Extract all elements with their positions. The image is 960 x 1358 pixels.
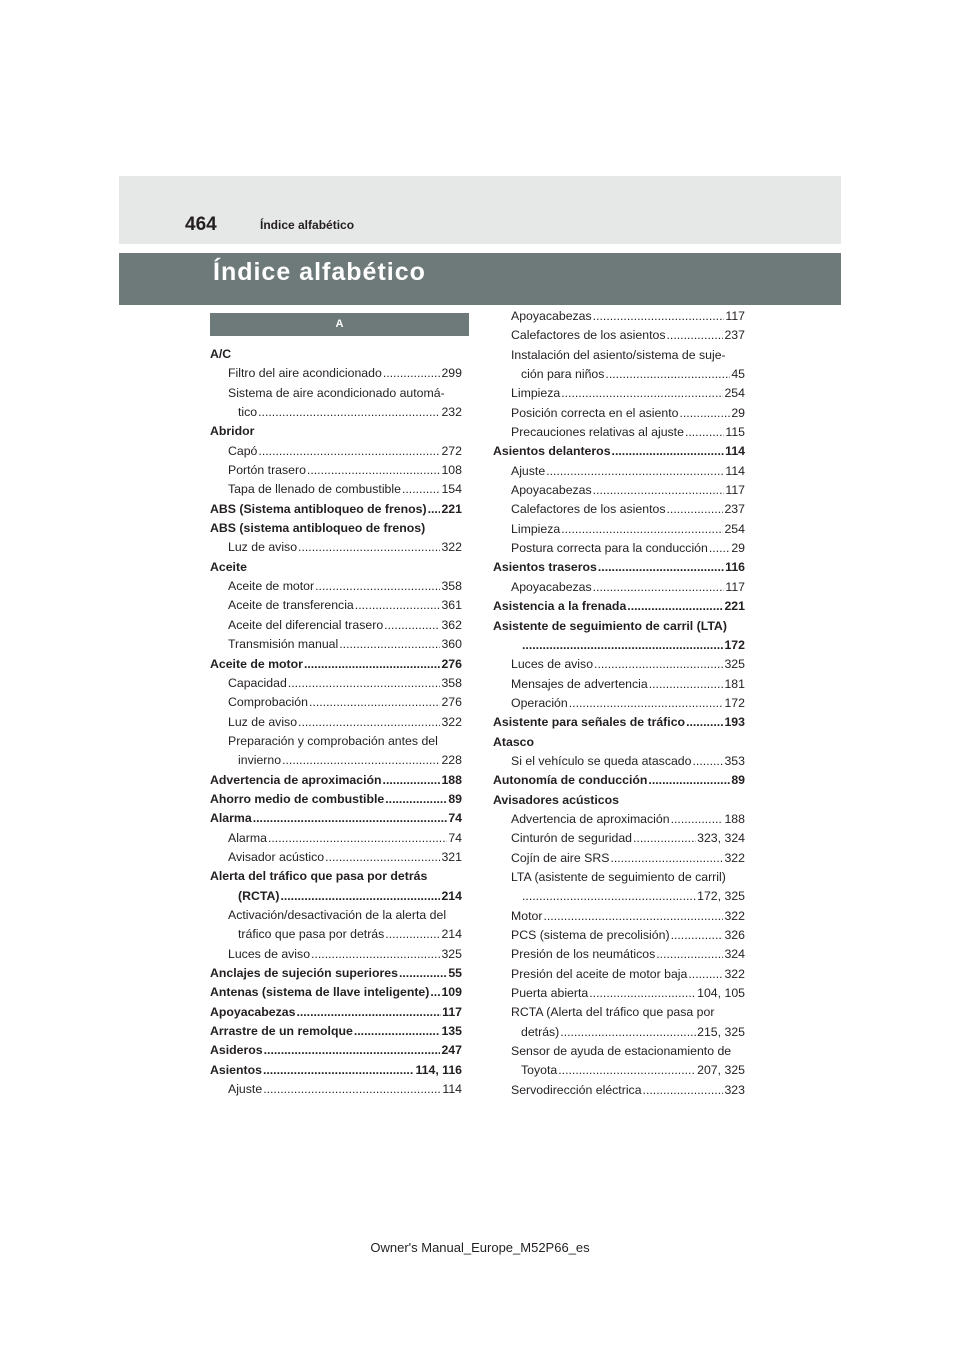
index-page-ref: 353 xyxy=(724,753,745,768)
index-term: Aceite de motor xyxy=(210,656,303,671)
index-term: Apoyacabezas xyxy=(210,1004,296,1019)
dot-leader xyxy=(671,926,724,945)
dot-leader xyxy=(296,1003,441,1022)
index-entry xyxy=(210,461,462,480)
index-page-ref: 172 xyxy=(724,637,745,652)
index-entry xyxy=(493,713,745,732)
index-entry xyxy=(210,848,462,867)
index-entry xyxy=(210,538,462,557)
index-term: Arrastre de un remolque xyxy=(210,1024,353,1039)
index-entry xyxy=(210,422,462,441)
dot-leader xyxy=(383,771,441,790)
index-page-ref: 215, 325 xyxy=(697,1024,745,1039)
index-term: detrás) xyxy=(521,1024,560,1039)
dot-leader xyxy=(325,848,440,867)
index-page-ref: 237 xyxy=(724,328,745,343)
index-entry xyxy=(493,442,745,461)
index-term: Ajuste xyxy=(511,463,546,478)
dot-leader xyxy=(263,1061,415,1080)
index-page-ref: 323, 324 xyxy=(697,831,745,846)
index-term: Apoyacabezas xyxy=(511,309,592,323)
index-entry xyxy=(493,810,745,829)
index-page-ref: 29 xyxy=(731,541,745,556)
index-entry xyxy=(493,945,745,964)
index-term: ABS (Sistema antibloqueo de frenos) xyxy=(210,501,427,516)
dot-leader xyxy=(311,945,440,964)
dot-leader xyxy=(263,1080,441,1099)
dot-leader xyxy=(656,945,723,964)
index-entry xyxy=(493,868,745,887)
index-term: Transmisión manual xyxy=(228,637,339,652)
dot-leader xyxy=(307,461,441,480)
index-page-ref: 74 xyxy=(448,811,462,826)
index-page-ref: 360 xyxy=(441,637,462,652)
index-term: Asientos traseros xyxy=(493,560,597,575)
index-page-ref: 115 xyxy=(725,425,745,440)
dot-leader xyxy=(355,596,441,615)
dot-leader xyxy=(339,635,440,654)
index-term: RCTA (Alerta del tráfico que pasa por xyxy=(511,1005,715,1020)
index-term: Cinturón de seguridad xyxy=(511,831,632,846)
index-entry xyxy=(493,539,745,558)
index-page-ref: 135 xyxy=(441,1024,462,1039)
index-term: Asideros xyxy=(210,1043,263,1058)
index-entry xyxy=(493,965,745,984)
index-term: Sensor de ayuda de estacionamiento de xyxy=(511,1044,732,1059)
index-term: Motor xyxy=(511,908,543,923)
index-entry xyxy=(493,926,745,945)
index-entry xyxy=(210,732,462,751)
index-entry xyxy=(210,596,462,615)
index-entry xyxy=(210,945,462,964)
index-page-ref: 188 xyxy=(724,811,745,826)
dot-leader xyxy=(679,404,730,423)
index-entry xyxy=(210,674,462,693)
index-page-ref: 299 xyxy=(441,366,462,381)
dot-leader xyxy=(605,365,730,384)
dot-leader xyxy=(522,636,723,655)
dot-leader xyxy=(288,674,441,693)
index-entry xyxy=(210,364,462,383)
index-term: Asientos delanteros xyxy=(493,444,611,459)
dot-leader xyxy=(304,655,441,674)
dot-leader xyxy=(593,481,725,500)
index-entry xyxy=(493,636,745,655)
index-entry xyxy=(210,519,462,538)
index-term: Asistencia a la frenada xyxy=(493,599,627,614)
index-entry xyxy=(493,307,745,326)
index-page-ref: 116 xyxy=(725,560,745,575)
index-entry xyxy=(493,984,745,1003)
dot-leader xyxy=(282,751,440,770)
index-entry xyxy=(210,480,462,499)
index-term: Presión de los neumáticos xyxy=(511,947,656,962)
index-page-ref: 114, 116 xyxy=(415,1062,462,1077)
dot-leader xyxy=(385,925,440,944)
index-entry xyxy=(493,346,745,365)
index-entry xyxy=(493,694,745,713)
index-entry xyxy=(493,520,745,539)
index-term: Avisador acústico xyxy=(228,849,325,864)
index-page-ref: 172, 325 xyxy=(697,889,745,904)
dot-leader xyxy=(593,578,725,597)
index-entry xyxy=(493,326,745,345)
dot-leader xyxy=(560,1023,696,1042)
index-term: Precauciones relativas al ajuste xyxy=(511,425,684,440)
dot-leader xyxy=(315,577,440,596)
index-term: Activación/desactivación de la alerta del xyxy=(228,907,447,922)
index-page-ref: 221 xyxy=(441,501,462,516)
index-entry xyxy=(210,403,462,422)
index-term: Alarma xyxy=(228,830,267,845)
index-entry xyxy=(210,1041,462,1060)
dot-leader xyxy=(558,1061,696,1080)
index-entry xyxy=(210,1022,462,1041)
index-term: PCS (sistema de precolisión) xyxy=(511,928,670,942)
index-page-ref: 114 xyxy=(725,463,745,478)
index-term: Calefactores de los asientos xyxy=(511,502,666,517)
index-term: Filtro del aire acondicionado xyxy=(228,366,382,381)
index-page-ref: 114 xyxy=(725,444,745,459)
index-term: Abridor xyxy=(210,424,255,439)
index-term: Comprobación xyxy=(228,695,308,710)
index-page-ref: 361 xyxy=(441,598,462,613)
index-page-ref: 114 xyxy=(442,1082,462,1097)
dot-leader xyxy=(627,597,723,616)
dot-leader xyxy=(612,442,725,461)
index-entry xyxy=(210,771,462,790)
dot-leader xyxy=(666,500,723,519)
index-page-ref: 207, 325 xyxy=(697,1063,745,1078)
index-entry xyxy=(493,462,745,481)
dot-leader xyxy=(546,462,724,481)
index-term: Alerta del tráfico que pasa por detrás xyxy=(210,869,428,884)
index-term: Limpieza xyxy=(511,386,561,401)
index-page-ref: 232 xyxy=(441,405,462,420)
index-page-ref: 247 xyxy=(441,1043,462,1058)
index-entry xyxy=(210,558,462,577)
footer-doc-id: Owner's Manual_Europe_M52P66_es xyxy=(370,1240,590,1255)
index-page-ref: 45 xyxy=(731,367,745,382)
page-title: Índice alfabético xyxy=(213,258,426,286)
index-entry xyxy=(493,1023,745,1042)
index-page-ref: 172 xyxy=(724,695,745,710)
dot-leader xyxy=(264,1041,441,1060)
index-term: Posición correcta en el asiento xyxy=(511,405,679,420)
dot-leader xyxy=(522,887,696,906)
index-entry xyxy=(210,655,462,674)
dot-leader xyxy=(666,326,723,345)
dot-leader xyxy=(594,655,723,674)
dot-leader xyxy=(402,480,441,499)
index-term: Capacidad xyxy=(228,675,287,690)
index-entry xyxy=(493,1061,745,1080)
index-entry xyxy=(493,771,745,790)
index-column-left xyxy=(210,345,462,1099)
index-term: Postura correcta para la conducción xyxy=(511,541,708,556)
index-page-ref: 322 xyxy=(724,966,745,981)
index-entry xyxy=(493,752,745,771)
index-page-ref: 74 xyxy=(448,830,462,845)
index-entry xyxy=(210,616,462,635)
index-term: Autonomía de conducción xyxy=(493,773,648,788)
index-page-ref: 254 xyxy=(724,386,745,401)
index-entry xyxy=(210,790,462,809)
index-term: Presión del aceite de motor baja xyxy=(511,966,688,981)
dot-leader xyxy=(309,693,440,712)
index-page-ref: 322 xyxy=(441,540,462,555)
index-page-ref: 29 xyxy=(731,405,745,420)
index-term: Servodirección eléctrica xyxy=(511,1082,642,1097)
index-term: A/C xyxy=(210,347,232,361)
index-entry xyxy=(493,791,745,810)
dot-leader xyxy=(598,558,724,577)
index-term: Apoyacabezas xyxy=(511,483,592,498)
index-term: Tapa de llenado de combustible xyxy=(228,482,401,497)
header-title: Índice alfabético xyxy=(260,218,355,232)
index-page-ref: 104, 105 xyxy=(697,986,745,1001)
index-page-ref: 154 xyxy=(441,482,462,497)
index-page-ref: 358 xyxy=(441,579,462,594)
index-entry xyxy=(210,693,462,712)
index-entry xyxy=(493,617,745,636)
index-term: Asistente para señales de tráfico xyxy=(493,715,686,730)
index-entry xyxy=(210,983,462,1002)
index-term: Operación xyxy=(511,695,568,710)
index-entry xyxy=(493,481,745,500)
index-entry xyxy=(493,887,745,906)
index-entry xyxy=(493,655,745,674)
dot-leader xyxy=(610,849,723,868)
dot-leader xyxy=(688,965,723,984)
index-page-ref: 322 xyxy=(724,908,745,923)
index-page-ref: 117 xyxy=(442,1004,462,1019)
index-entry xyxy=(210,713,462,732)
index-term: Aceite de motor xyxy=(228,579,315,594)
index-term: Avisadores acústicos xyxy=(493,792,619,807)
index-term: Alarma xyxy=(210,811,252,826)
index-entry xyxy=(210,867,462,886)
dot-leader xyxy=(258,442,440,461)
index-page-ref: 193 xyxy=(724,715,745,730)
index-entry xyxy=(493,558,745,577)
dot-leader xyxy=(561,520,723,539)
index-entry xyxy=(210,1080,462,1099)
index-page-ref: 362 xyxy=(441,617,462,632)
index-term: Limpieza xyxy=(511,521,561,536)
index-entry xyxy=(210,384,462,403)
index-term: Capó xyxy=(228,443,258,458)
index-term: tico xyxy=(238,405,258,420)
index-entry xyxy=(493,1003,745,1022)
index-term: Apoyacabezas xyxy=(511,579,592,594)
dot-leader xyxy=(384,616,440,635)
index-term: Puerta abierta xyxy=(511,986,589,1001)
index-page-ref: 89 xyxy=(448,791,462,806)
index-term: LTA (asistente de seguimiento de carril) xyxy=(511,869,726,884)
dot-leader xyxy=(399,964,447,983)
index-entry xyxy=(493,578,745,597)
index-entry xyxy=(210,906,462,925)
dot-leader xyxy=(649,675,724,694)
index-term: Aceite xyxy=(210,559,247,574)
index-term: Anclajes de sujeción superiores xyxy=(210,966,398,980)
index-page-ref: 89 xyxy=(731,773,745,788)
index-entry xyxy=(210,442,462,461)
index-entry xyxy=(210,577,462,596)
dot-leader xyxy=(685,423,724,442)
index-page-ref: 272 xyxy=(441,443,462,458)
dot-leader xyxy=(671,810,724,829)
dot-leader xyxy=(258,403,440,422)
index-entry xyxy=(210,500,462,519)
index-term: invierno xyxy=(238,753,282,768)
dot-leader xyxy=(354,1022,441,1041)
index-entry xyxy=(210,887,462,906)
index-term: Atasco xyxy=(493,734,535,749)
index-term: Aceite del diferencial trasero xyxy=(228,617,384,632)
index-entry xyxy=(210,809,462,828)
dot-leader xyxy=(543,907,723,926)
header-bar xyxy=(119,176,841,244)
index-page-ref: 228 xyxy=(441,753,462,768)
index-term: Preparación y comprobación antes del xyxy=(228,733,438,748)
index-page-ref: 117 xyxy=(725,579,745,594)
index-page-ref: 325 xyxy=(724,657,745,672)
index-term: Asientos xyxy=(210,1062,262,1077)
index-term: Luz de aviso xyxy=(228,540,298,555)
index-page-ref: 181 xyxy=(724,676,745,691)
index-term: Asistente de seguimiento de carril (LTA) xyxy=(493,618,727,633)
dot-leader xyxy=(280,887,440,906)
index-page-ref: 55 xyxy=(448,966,462,980)
dot-leader xyxy=(569,694,724,713)
index-term: ción para niños xyxy=(521,367,605,382)
index-page-ref: 276 xyxy=(441,656,462,671)
index-term: Toyota xyxy=(521,1063,558,1078)
index-page-ref: 322 xyxy=(724,850,745,865)
index-term: tráfico que pasa por detrás xyxy=(238,927,385,942)
index-entry xyxy=(210,1003,462,1022)
index-page-ref: 109 xyxy=(441,985,462,1000)
index-page-ref: 214 xyxy=(441,888,462,903)
index-term: Sistema de aire acondicionado automá- xyxy=(228,385,445,400)
index-entry xyxy=(210,829,462,848)
index-term: ABS (sistema antibloqueo de frenos) xyxy=(210,521,426,536)
index-term: Luz de aviso xyxy=(228,714,298,729)
index-term: Luces de aviso xyxy=(228,946,311,961)
index-page-ref: 108 xyxy=(441,463,462,478)
index-entry xyxy=(493,423,745,442)
index-entry xyxy=(210,635,462,654)
section-letter-bar: A xyxy=(210,313,469,336)
index-term: Mensajes de advertencia xyxy=(511,676,648,691)
index-term: Ahorro medio de combustible xyxy=(210,791,385,806)
dot-leader xyxy=(428,500,441,519)
index-term: Instalación del asiento/sistema de suje- xyxy=(511,347,726,362)
dot-leader xyxy=(385,790,447,809)
index-entry xyxy=(210,751,462,770)
index-page-ref: 214 xyxy=(441,927,462,942)
index-entry xyxy=(493,500,745,519)
index-page-ref: 321 xyxy=(441,849,462,864)
index-entry xyxy=(493,597,745,616)
dot-leader xyxy=(593,307,725,326)
index-page-ref: 237 xyxy=(724,502,745,517)
index-term: (RCTA) xyxy=(238,888,280,903)
index-page-ref: 358 xyxy=(441,675,462,690)
dot-leader xyxy=(253,809,448,828)
index-entry xyxy=(493,365,745,384)
index-term: Luces de aviso xyxy=(511,657,594,672)
index-term: Calefactores de los asientos xyxy=(511,328,666,343)
index-page-ref: 117 xyxy=(725,309,745,323)
index-term: Advertencia de aproximación xyxy=(210,772,382,787)
index-term: Cojín de aire SRS xyxy=(511,850,610,865)
dot-leader xyxy=(298,538,440,557)
index-page-ref: 276 xyxy=(441,695,462,710)
index-page-ref: 325 xyxy=(441,946,462,961)
index-term: Aceite de transferencia xyxy=(228,598,354,613)
index-page-ref: 254 xyxy=(724,521,745,536)
index-entry xyxy=(493,1042,745,1061)
index-entry xyxy=(493,733,745,752)
index-term: Antenas (sistema de llave inteligente) xyxy=(210,985,430,1000)
dot-leader xyxy=(298,713,440,732)
index-entry xyxy=(493,404,745,423)
dot-leader xyxy=(648,771,730,790)
index-entry xyxy=(493,849,745,868)
index-term: Ajuste xyxy=(228,1082,263,1097)
index-page-ref: 322 xyxy=(441,714,462,729)
index-page-ref: 326 xyxy=(724,928,745,942)
dot-leader xyxy=(589,984,696,1003)
index-term: Si el vehículo se queda atascado xyxy=(511,753,692,768)
index-entry xyxy=(493,675,745,694)
index-term: Advertencia de aproximación xyxy=(511,811,670,826)
index-column-right xyxy=(493,307,745,1100)
dot-leader xyxy=(643,1081,724,1100)
dot-leader xyxy=(561,384,723,403)
index-page-ref: 323 xyxy=(724,1082,745,1097)
dot-leader xyxy=(430,983,440,1002)
index-page-ref: 117 xyxy=(725,483,745,498)
index-entry xyxy=(210,925,462,944)
dot-leader xyxy=(709,539,730,558)
index-term: Portón trasero xyxy=(228,463,306,478)
index-entry xyxy=(493,907,745,926)
index-entry xyxy=(493,829,745,848)
index-entry xyxy=(210,964,462,983)
index-page-ref: 221 xyxy=(724,599,745,614)
index-page-ref: 188 xyxy=(441,772,462,787)
dot-leader xyxy=(692,752,723,771)
index-page-ref: 324 xyxy=(724,947,745,962)
index-entry xyxy=(210,345,462,364)
dot-leader xyxy=(268,829,447,848)
dot-leader xyxy=(383,364,441,383)
dot-leader xyxy=(633,829,696,848)
index-entry xyxy=(210,1061,462,1080)
dot-leader xyxy=(686,713,723,732)
page-number: 464 xyxy=(185,214,217,235)
index-entry xyxy=(493,1081,745,1100)
index-entry xyxy=(493,384,745,403)
